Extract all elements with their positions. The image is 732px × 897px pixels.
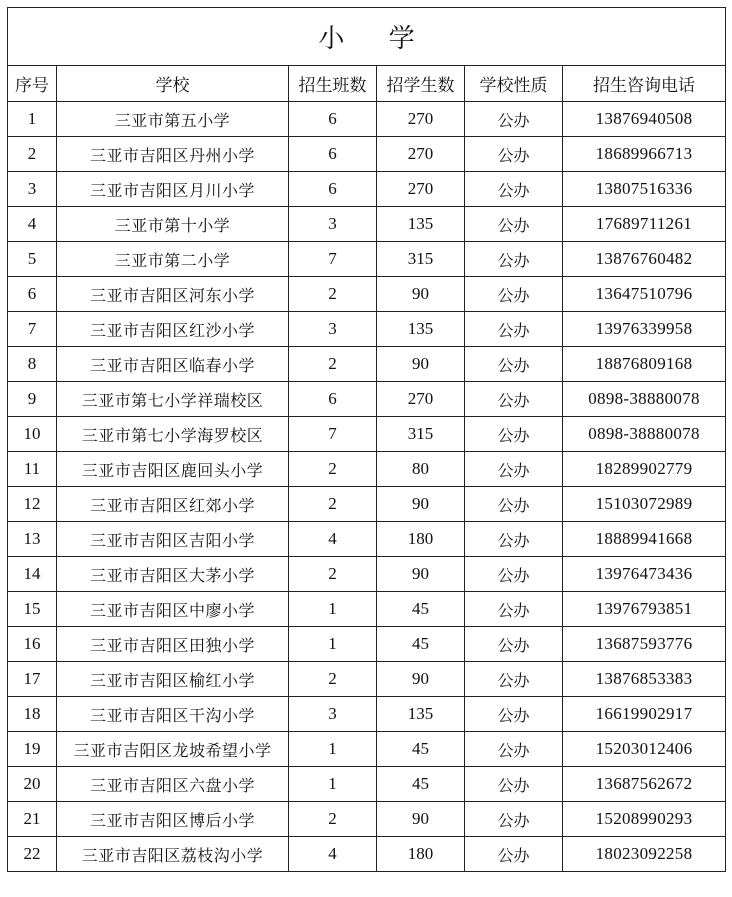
cell-no: 22 [8,837,57,872]
cell-classes: 2 [289,277,377,312]
cell-students: 90 [377,487,465,522]
table-body [8,102,726,872]
cell-no: 16 [8,627,57,662]
table-row [8,312,726,347]
cell-no: 12 [8,487,57,522]
cell-classes: 1 [289,732,377,767]
cell-no: 19 [8,732,57,767]
cell-phone: 13876760482 [563,242,726,277]
cell-classes: 2 [289,802,377,837]
cell-no: 14 [8,557,57,592]
table-row [8,242,726,277]
cell-school: 三亚市吉阳区月川小学 [57,172,289,207]
table-row [8,417,726,452]
cell-no: 3 [8,172,57,207]
table-row [8,837,726,872]
cell-no: 5 [8,242,57,277]
header-classes: 招生班数 [289,66,377,102]
cell-classes: 2 [289,487,377,522]
cell-school: 三亚市第二小学 [57,242,289,277]
cell-type: 公办 [465,732,563,767]
cell-classes: 2 [289,347,377,382]
cell-school: 三亚市吉阳区红沙小学 [57,312,289,347]
cell-school: 三亚市吉阳区临春小学 [57,347,289,382]
title-row [8,8,726,66]
cell-students: 90 [377,557,465,592]
header-row [8,66,726,102]
table-row [8,732,726,767]
table-row [8,207,726,242]
cell-school: 三亚市吉阳区榆红小学 [57,662,289,697]
cell-students: 180 [377,837,465,872]
header-students: 招学生数 [377,66,465,102]
cell-phone: 0898-38880078 [563,417,726,452]
cell-classes: 3 [289,207,377,242]
cell-type: 公办 [465,312,563,347]
cell-students: 315 [377,242,465,277]
cell-phone: 18023092258 [563,837,726,872]
cell-students: 135 [377,207,465,242]
cell-school: 三亚市吉阳区河东小学 [57,277,289,312]
header-no: 序号 [8,66,57,102]
table-row [8,172,726,207]
cell-school: 三亚市吉阳区中廖小学 [57,592,289,627]
cell-no: 20 [8,767,57,802]
cell-type: 公办 [465,627,563,662]
cell-classes: 4 [289,522,377,557]
cell-classes: 2 [289,662,377,697]
cell-school: 三亚市吉阳区丹州小学 [57,137,289,172]
table-row [8,347,726,382]
cell-students: 90 [377,277,465,312]
cell-type: 公办 [465,767,563,802]
cell-school: 三亚市吉阳区红郊小学 [57,487,289,522]
cell-no: 4 [8,207,57,242]
cell-phone: 18289902779 [563,452,726,487]
primary-school-enrollment-table [7,7,726,872]
table-row [8,697,726,732]
cell-type: 公办 [465,417,563,452]
cell-phone: 15203012406 [563,732,726,767]
cell-phone: 18889941668 [563,522,726,557]
cell-classes: 3 [289,697,377,732]
cell-no: 15 [8,592,57,627]
cell-school: 三亚市吉阳区六盘小学 [57,767,289,802]
cell-students: 270 [377,382,465,417]
cell-students: 315 [377,417,465,452]
table-row [8,382,726,417]
cell-students: 45 [377,732,465,767]
cell-students: 90 [377,662,465,697]
cell-school: 三亚市第七小学祥瑞校区 [57,382,289,417]
cell-type: 公办 [465,522,563,557]
cell-phone: 18876809168 [563,347,726,382]
cell-phone: 13876940508 [563,102,726,137]
header-phone: 招生咨询电话 [563,66,726,102]
cell-students: 135 [377,312,465,347]
cell-school: 三亚市第五小学 [57,102,289,137]
cell-school: 三亚市吉阳区龙坡希望小学 [57,732,289,767]
table-row [8,452,726,487]
cell-phone: 13687562672 [563,767,726,802]
cell-school: 三亚市第十小学 [57,207,289,242]
cell-type: 公办 [465,697,563,732]
cell-classes: 7 [289,242,377,277]
cell-type: 公办 [465,277,563,312]
table-row [8,627,726,662]
cell-no: 17 [8,662,57,697]
cell-no: 13 [8,522,57,557]
cell-phone: 15103072989 [563,487,726,522]
cell-classes: 4 [289,837,377,872]
cell-type: 公办 [465,592,563,627]
cell-phone: 13647510796 [563,277,726,312]
table-row [8,592,726,627]
cell-classes: 1 [289,592,377,627]
cell-phone: 15208990293 [563,802,726,837]
cell-no: 8 [8,347,57,382]
cell-no: 6 [8,277,57,312]
cell-school: 三亚市吉阳区吉阳小学 [57,522,289,557]
cell-students: 135 [377,697,465,732]
table-row [8,487,726,522]
cell-no: 21 [8,802,57,837]
cell-type: 公办 [465,802,563,837]
cell-no: 18 [8,697,57,732]
cell-classes: 3 [289,312,377,347]
table-row [8,767,726,802]
cell-students: 90 [377,347,465,382]
table-row [8,557,726,592]
cell-classes: 1 [289,627,377,662]
cell-phone: 13976339958 [563,312,726,347]
cell-phone: 0898-38880078 [563,382,726,417]
cell-students: 270 [377,137,465,172]
cell-type: 公办 [465,557,563,592]
cell-school: 三亚市吉阳区鹿回头小学 [57,452,289,487]
cell-type: 公办 [465,137,563,172]
cell-phone: 17689711261 [563,207,726,242]
cell-phone: 13687593776 [563,627,726,662]
cell-no: 1 [8,102,57,137]
cell-students: 45 [377,767,465,802]
cell-type: 公办 [465,242,563,277]
cell-school: 三亚市吉阳区大茅小学 [57,557,289,592]
header-type: 学校性质 [465,66,563,102]
table-title: 小 学 [8,8,726,66]
cell-classes: 1 [289,767,377,802]
cell-no: 2 [8,137,57,172]
cell-phone: 18689966713 [563,137,726,172]
table-row [8,137,726,172]
cell-classes: 2 [289,452,377,487]
cell-type: 公办 [465,382,563,417]
cell-school: 三亚市第七小学海罗校区 [57,417,289,452]
cell-students: 45 [377,592,465,627]
cell-type: 公办 [465,347,563,382]
cell-classes: 7 [289,417,377,452]
cell-school: 三亚市吉阳区干沟小学 [57,697,289,732]
cell-phone: 13876853383 [563,662,726,697]
cell-students: 180 [377,522,465,557]
cell-classes: 6 [289,137,377,172]
cell-no: 10 [8,417,57,452]
cell-students: 270 [377,102,465,137]
cell-classes: 2 [289,557,377,592]
cell-students: 90 [377,802,465,837]
cell-phone: 13976473436 [563,557,726,592]
cell-no: 11 [8,452,57,487]
cell-phone: 13807516336 [563,172,726,207]
cell-school: 三亚市吉阳区田独小学 [57,627,289,662]
cell-type: 公办 [465,207,563,242]
cell-type: 公办 [465,452,563,487]
table-row [8,102,726,137]
cell-type: 公办 [465,102,563,137]
table-row [8,662,726,697]
cell-no: 9 [8,382,57,417]
cell-type: 公办 [465,487,563,522]
cell-classes: 6 [289,172,377,207]
cell-classes: 6 [289,382,377,417]
cell-school: 三亚市吉阳区荔枝沟小学 [57,837,289,872]
cell-school: 三亚市吉阳区博后小学 [57,802,289,837]
table-row [8,522,726,557]
cell-students: 270 [377,172,465,207]
cell-phone: 13976793851 [563,592,726,627]
table-row [8,277,726,312]
cell-students: 80 [377,452,465,487]
cell-type: 公办 [465,172,563,207]
cell-no: 7 [8,312,57,347]
cell-students: 45 [377,627,465,662]
cell-type: 公办 [465,662,563,697]
header-school: 学校 [57,66,289,102]
cell-classes: 6 [289,102,377,137]
cell-phone: 16619902917 [563,697,726,732]
cell-type: 公办 [465,837,563,872]
table-row [8,802,726,837]
